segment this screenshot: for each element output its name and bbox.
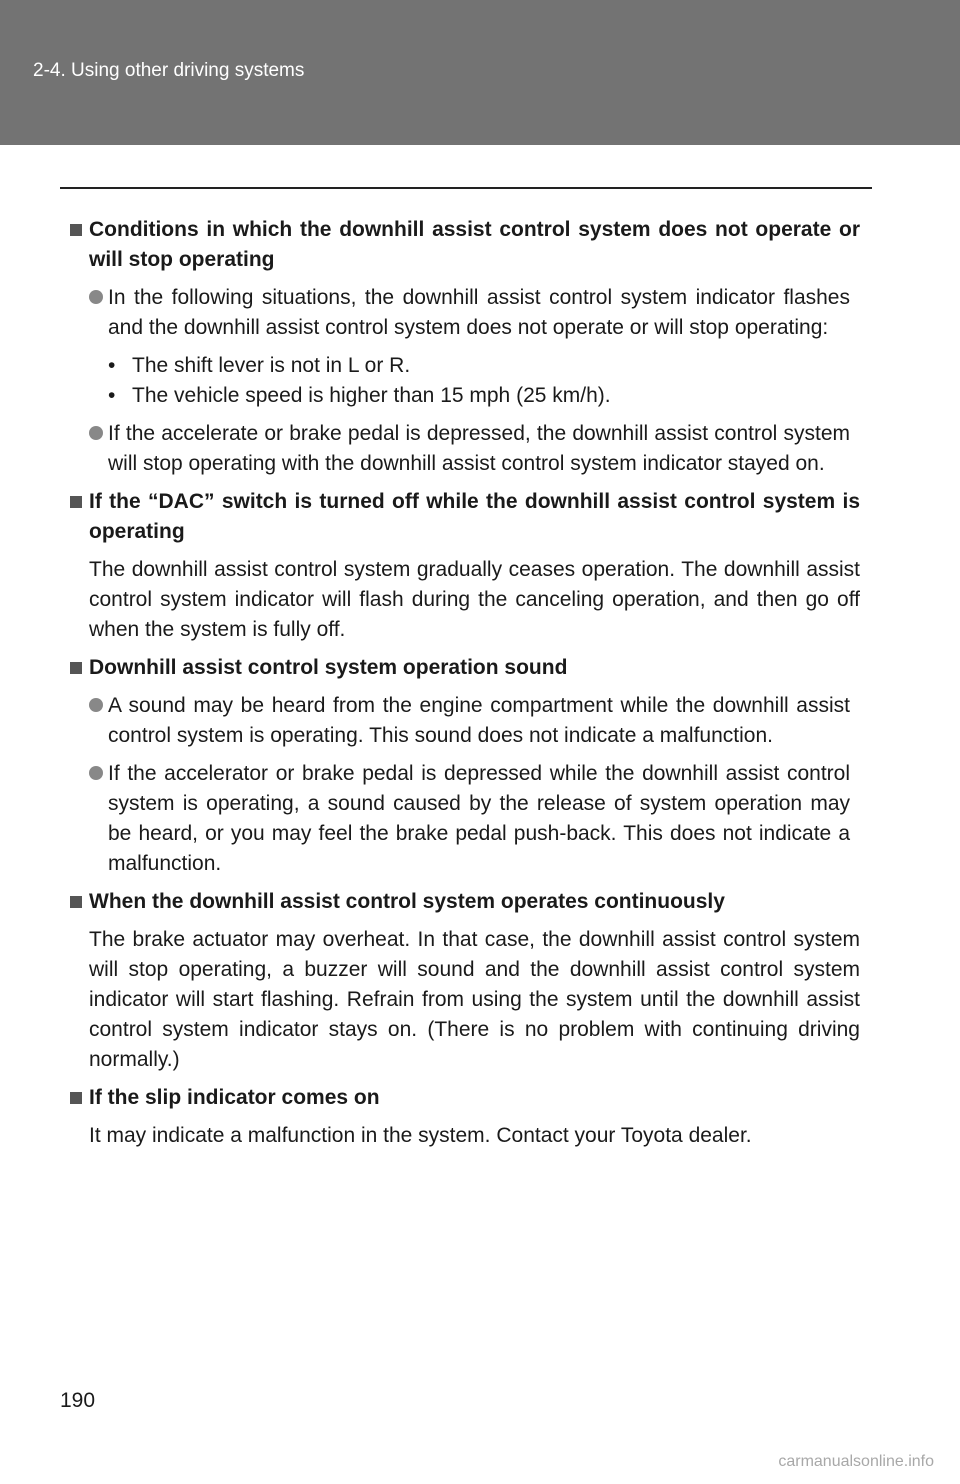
bullet-item: A sound may be heard from the engine compartment while the downhill assist control system is operating. This sound does not indicate a malfunction. [89,691,850,751]
section-title: 2-4. Using other driving systems [33,60,305,81]
circle-bullet-icon [89,766,103,780]
sub-list-item: • The vehicle speed is higher than 15 mph (25 km/h). [108,384,611,407]
body-paragraph: The downhill assist control system gradually ceases operation. The downhill assist control system indicator will flash during the canceling operation, and then go off when the system is fully off. [89,558,860,641]
section-heading: If the “DAC” switch is turned off while the downhill assist control system is operating [70,487,860,547]
square-bullet-icon [70,224,82,236]
square-bullet-icon [70,896,82,908]
body-paragraph: It may indicate a malfunction in the system. Contact your Toyota dealer. [89,1124,752,1147]
circle-bullet-icon [89,698,103,712]
circle-bullet-icon [89,290,103,304]
square-bullet-icon [70,1092,82,1104]
section-header-bar [0,0,960,145]
sub-list-item: • The shift lever is not in L or R. [108,354,411,377]
square-bullet-icon [70,662,82,674]
page-number: 190 [60,1389,96,1412]
section-heading: If the slip indicator comes on [70,1083,860,1113]
manual-content [70,215,860,1159]
bullet-item: If the accelerator or brake pedal is depressed while the downhill assist control system is operating, a sound caused by the release of system operation may be heard, or you may feel the brake pedal push-back. This does not indicate a malfunction. [89,759,850,879]
circle-bullet-icon [89,426,103,440]
section-heading: Downhill assist control system operation sound [70,653,860,683]
watermark: carmanualsonline.info [778,1453,934,1470]
body-paragraph: The brake actuator may overheat. In that case, the downhill assist control system will stop operating, a buzzer will sound and the downhill assist control system indicator will start flashing. Refrain from using the system until the downhill assist control system indicator stays on. (There is no problem with continuing driving normally.) [89,928,860,1071]
section-heading: When the downhill assist control system operates continuously [70,887,860,917]
bullet-item: If the accelerate or brake pedal is depressed, the downhill assist control system will stop operating with the downhill assist control system indicator stayed on. [89,419,850,479]
divider-rule [60,187,872,189]
square-bullet-icon [70,496,82,508]
section-heading: Conditions in which the downhill assist control system does not operate or will stop operating [70,215,860,275]
bullet-item: In the following situations, the downhill assist control system indicator flashes and the downhill assist control system does not operate or will stop operating: [89,283,850,343]
